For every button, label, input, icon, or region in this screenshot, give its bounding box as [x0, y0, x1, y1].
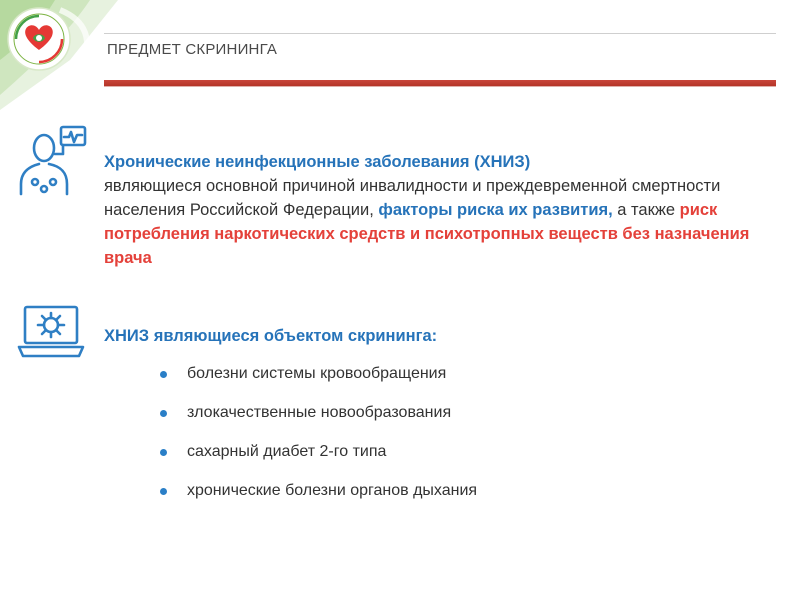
bullet-icon [160, 488, 167, 495]
screening-list [160, 363, 477, 519]
bullet-icon [160, 371, 167, 378]
list-item-label: болезни системы кровообращения [187, 365, 447, 382]
top-divider [104, 33, 776, 34]
connector-text: а также [612, 201, 680, 219]
list-item [160, 402, 477, 441]
ncd-heading: Хронические неинфекционные заболевания (ХНИЗ) [104, 153, 531, 171]
laptop-virus-icon [15, 303, 87, 361]
list-item-label: хронические болезни органов дыхания [187, 482, 478, 499]
bullet-icon [160, 449, 167, 456]
list-item-label: злокачественные новообразования [187, 404, 452, 421]
page-title: ПРЕДМЕТ СКРИНИНГА [107, 41, 278, 58]
screening-heading: ХНИЗ являющиеся объектом скрининга: [104, 327, 438, 345]
ncd-text: являющиеся основной причиной инвалидности и преждевременной смертности населения Российской Федерации, [104, 177, 721, 219]
bullet-icon [160, 410, 167, 417]
ncd-description [104, 150, 784, 270]
list-item [160, 441, 477, 480]
drug-risk-text: риск потребления наркотических средств и психотропных веществ без назначения врача [104, 201, 750, 267]
patient-monitor-icon [15, 122, 87, 198]
title-underline-shadow [104, 86, 776, 87]
list-item [160, 480, 477, 519]
risk-factors-text: факторы риска их развития, [378, 201, 613, 219]
list-item-label: сахарный диабет 2-го типа [187, 443, 387, 460]
organization-logo [6, 6, 72, 72]
list-item [160, 363, 477, 402]
